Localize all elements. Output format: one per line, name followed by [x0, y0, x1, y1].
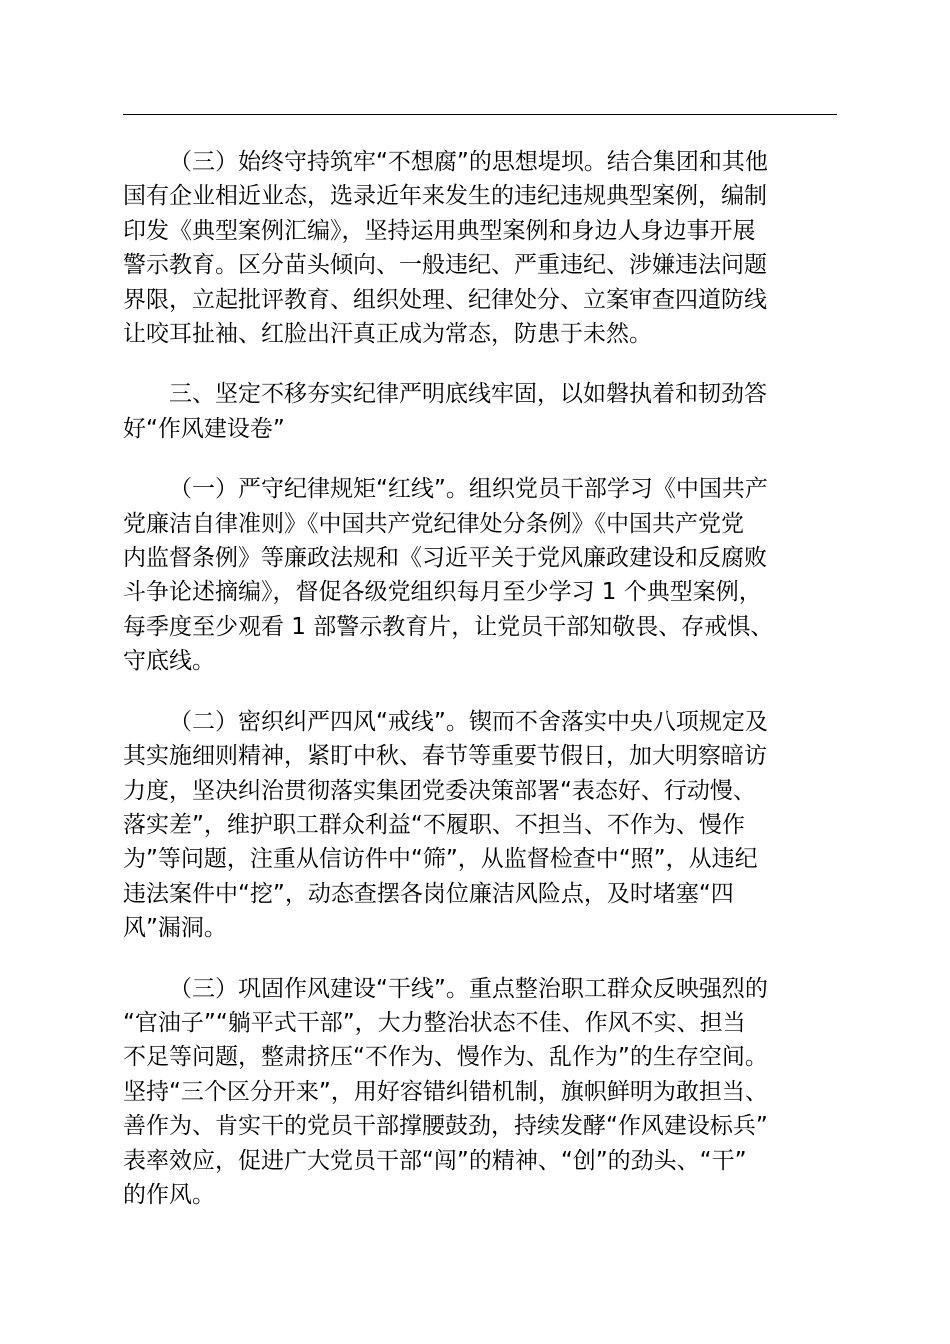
paragraph-3-2	[123, 705, 837, 946]
text-line: 党廉洁自律准则》《中国共产党纪律处分条例》《中国共产党党	[123, 510, 744, 537]
text-line: 力度，坚决纠治贯彻落实集团党委决策部署“表态好、行动慢、	[123, 777, 756, 804]
paragraph-section-3-3	[123, 145, 837, 351]
text-line: 为”等问题，注重从信访件中“筛”，从监督检查中“照”，从违纪	[123, 846, 758, 873]
text-line: 其实施细则精神，紧盯中秋、春节等重要节假日，加大明察暗访	[123, 743, 767, 770]
text-line: 坚持“三个区分开来”，用好容错纠错机制，旗帜鲜明为敢担当、	[123, 1078, 768, 1105]
text-line: 违法案件中“挖”，动态查摆各岗位廉洁风险点，及时堵塞“四	[123, 880, 734, 907]
text-line: （三）巩固作风建设“干线”。重点整治职工群众反映强烈的	[169, 975, 768, 1002]
paragraph-3-3	[123, 972, 837, 1213]
text-line: 三、坚定不移夯实纪律严明底线牢固，以如磐执着和韧劲答	[169, 381, 767, 408]
paragraph-3-1	[123, 472, 837, 678]
text-line: 不足等问题，整肃挤压“不作为、慢作为、乱作为”的生存空间。	[123, 1044, 768, 1071]
text-line: 印发《典型案例汇编》，坚持运用典型案例和身边人身边事开展	[123, 217, 756, 244]
text-line: 内监督条例》等廉政法规和《习近平关于党风廉政建设和反腐败	[123, 545, 767, 572]
text-line: （一）严守纪律规矩“红线”。组织党员干部学习《中国共产	[169, 476, 768, 503]
section-heading-3	[123, 377, 837, 446]
header-rule	[123, 114, 837, 115]
text-line: 的作风。	[123, 1181, 215, 1208]
text-line: 表率效应，促进广大党员干部“闯”的精神、“创”的劲头、“干”	[123, 1147, 747, 1174]
text-line: 好“作风建设卷”	[123, 415, 285, 442]
document-body	[123, 145, 837, 1238]
text-line: 风”漏洞。	[123, 915, 227, 942]
text-line: 落实差”，维护职工群众利益“不履职、不担当、不作为、慢作	[123, 811, 745, 838]
text-line: 让咬耳扯袖、红脸出汗真正成为常态，防患于未然。	[123, 321, 652, 348]
text-line: （三）始终守持筑牢“不想腐”的思想堤坝。结合集团和其他	[169, 149, 768, 175]
text-line: 善作为、肯实干的党员干部撑腰鼓劲，持续发酵“作风建设标兵”	[123, 1113, 768, 1140]
text-line: 国有企业相近业态，选录近年来发生的违纪违规典型案例，编制	[123, 183, 767, 210]
text-line: 斗争论述摘编》，督促各级党组织每月至少学习 1 个典型案例，	[123, 579, 762, 606]
text-line: （二）密织纠严四风“戒线”。锲而不舍落实中央八项规定及	[169, 708, 768, 735]
text-line: 守底线。	[123, 648, 215, 675]
text-line: 界限，立起批评教育、组织处理、纪律处分、立案审查四道防线	[123, 286, 767, 313]
text-line: “官油子”“躺平式干部”，大力整治状态不佳、作风不实、担当	[123, 1009, 746, 1036]
text-line: 每季度至少观看 1 部警示教育片，让党员干部知敬畏、存戒惧、	[123, 613, 774, 640]
text-line: 警示教育。区分苗头倾向、一般违纪、严重违纪、涉嫌违法问题	[123, 252, 767, 279]
